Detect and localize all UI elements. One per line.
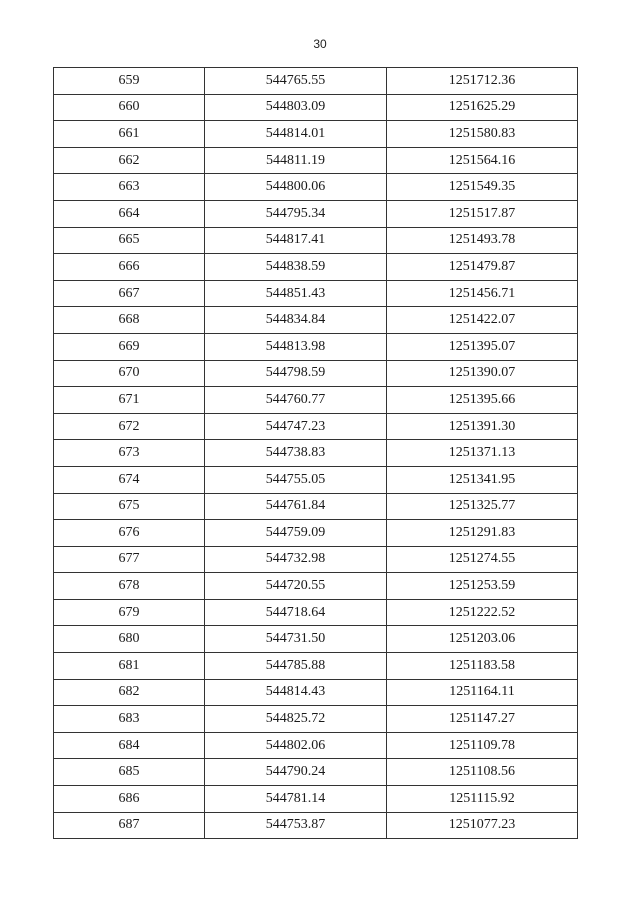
table-row (54, 200, 578, 227)
x-coordinate-cell: 544802.06 (205, 732, 387, 759)
table-row (54, 147, 578, 174)
x-coordinate-cell: 544800.06 (205, 174, 387, 201)
y-coordinate-cell: 1251274.55 (387, 546, 578, 573)
point-number-cell: 663 (54, 174, 205, 201)
x-coordinate-cell: 544753.87 (205, 812, 387, 839)
table-row (54, 307, 578, 334)
point-number-cell: 677 (54, 546, 205, 573)
table-row (54, 786, 578, 813)
table-row (54, 360, 578, 387)
y-coordinate-cell: 1251222.52 (387, 599, 578, 626)
y-coordinate-cell: 1251203.06 (387, 626, 578, 653)
point-number-cell: 681 (54, 653, 205, 680)
table-row (54, 174, 578, 201)
table-row (54, 573, 578, 600)
coordinates-table (53, 67, 578, 839)
x-coordinate-cell: 544761.84 (205, 493, 387, 520)
y-coordinate-cell: 1251341.95 (387, 466, 578, 493)
table-row (54, 493, 578, 520)
x-coordinate-cell: 544747.23 (205, 413, 387, 440)
y-coordinate-cell: 1251253.59 (387, 573, 578, 600)
y-coordinate-cell: 1251183.58 (387, 653, 578, 680)
table-row (54, 227, 578, 254)
table-row (54, 653, 578, 680)
x-coordinate-cell: 544790.24 (205, 759, 387, 786)
x-coordinate-cell: 544718.64 (205, 599, 387, 626)
y-coordinate-cell: 1251395.66 (387, 387, 578, 414)
x-coordinate-cell: 544759.09 (205, 520, 387, 547)
point-number-cell: 669 (54, 333, 205, 360)
point-number-cell: 667 (54, 280, 205, 307)
x-coordinate-cell: 544720.55 (205, 573, 387, 600)
x-coordinate-cell: 544738.83 (205, 440, 387, 467)
x-coordinate-cell: 544851.43 (205, 280, 387, 307)
point-number-cell: 665 (54, 227, 205, 254)
x-coordinate-cell: 544814.43 (205, 679, 387, 706)
point-number-cell: 674 (54, 466, 205, 493)
point-number-cell: 671 (54, 387, 205, 414)
table-row (54, 440, 578, 467)
table-row (54, 706, 578, 733)
table-row (54, 254, 578, 281)
table-row (54, 68, 578, 95)
y-coordinate-cell: 1251422.07 (387, 307, 578, 334)
table-row (54, 121, 578, 148)
point-number-cell: 673 (54, 440, 205, 467)
y-coordinate-cell: 1251549.35 (387, 174, 578, 201)
point-number-cell: 679 (54, 599, 205, 626)
x-coordinate-cell: 544813.98 (205, 333, 387, 360)
point-number-cell: 668 (54, 307, 205, 334)
coordinates-table-body (54, 68, 578, 839)
table-row (54, 732, 578, 759)
table-row (54, 812, 578, 839)
y-coordinate-cell: 1251580.83 (387, 121, 578, 148)
y-coordinate-cell: 1251625.29 (387, 94, 578, 121)
x-coordinate-cell: 544814.01 (205, 121, 387, 148)
table-row (54, 546, 578, 573)
x-coordinate-cell: 544785.88 (205, 653, 387, 680)
x-coordinate-cell: 544731.50 (205, 626, 387, 653)
point-number-cell: 687 (54, 812, 205, 839)
point-number-cell: 664 (54, 200, 205, 227)
y-coordinate-cell: 1251391.30 (387, 413, 578, 440)
x-coordinate-cell: 544817.41 (205, 227, 387, 254)
x-coordinate-cell: 544838.59 (205, 254, 387, 281)
x-coordinate-cell: 544781.14 (205, 786, 387, 813)
point-number-cell: 670 (54, 360, 205, 387)
point-number-cell: 676 (54, 520, 205, 547)
y-coordinate-cell: 1251109.78 (387, 732, 578, 759)
point-number-cell: 678 (54, 573, 205, 600)
point-number-cell: 661 (54, 121, 205, 148)
y-coordinate-cell: 1251115.92 (387, 786, 578, 813)
x-coordinate-cell: 544765.55 (205, 68, 387, 95)
y-coordinate-cell: 1251147.27 (387, 706, 578, 733)
y-coordinate-cell: 1251479.87 (387, 254, 578, 281)
x-coordinate-cell: 544811.19 (205, 147, 387, 174)
point-number-cell: 684 (54, 732, 205, 759)
table-row (54, 94, 578, 121)
point-number-cell: 666 (54, 254, 205, 281)
table-row (54, 387, 578, 414)
table-row (54, 280, 578, 307)
y-coordinate-cell: 1251395.07 (387, 333, 578, 360)
y-coordinate-cell: 1251077.23 (387, 812, 578, 839)
x-coordinate-cell: 544755.05 (205, 466, 387, 493)
table-row (54, 333, 578, 360)
page-number: 30 (313, 37, 327, 51)
point-number-cell: 659 (54, 68, 205, 95)
x-coordinate-cell: 544760.77 (205, 387, 387, 414)
point-number-cell: 662 (54, 147, 205, 174)
table-row (54, 413, 578, 440)
point-number-cell: 686 (54, 786, 205, 813)
y-coordinate-cell: 1251164.11 (387, 679, 578, 706)
x-coordinate-cell: 544803.09 (205, 94, 387, 121)
point-number-cell: 672 (54, 413, 205, 440)
table-row (54, 679, 578, 706)
y-coordinate-cell: 1251517.87 (387, 200, 578, 227)
point-number-cell: 660 (54, 94, 205, 121)
y-coordinate-cell: 1251493.78 (387, 227, 578, 254)
table-row (54, 520, 578, 547)
point-number-cell: 682 (54, 679, 205, 706)
table-row (54, 626, 578, 653)
x-coordinate-cell: 544732.98 (205, 546, 387, 573)
y-coordinate-cell: 1251564.16 (387, 147, 578, 174)
x-coordinate-cell: 544834.84 (205, 307, 387, 334)
y-coordinate-cell: 1251371.13 (387, 440, 578, 467)
x-coordinate-cell: 544798.59 (205, 360, 387, 387)
y-coordinate-cell: 1251291.83 (387, 520, 578, 547)
table-row (54, 599, 578, 626)
table-row (54, 759, 578, 786)
y-coordinate-cell: 1251456.71 (387, 280, 578, 307)
x-coordinate-cell: 544795.34 (205, 200, 387, 227)
y-coordinate-cell: 1251108.56 (387, 759, 578, 786)
y-coordinate-cell: 1251712.36 (387, 68, 578, 95)
table-row (54, 466, 578, 493)
point-number-cell: 683 (54, 706, 205, 733)
point-number-cell: 685 (54, 759, 205, 786)
point-number-cell: 675 (54, 493, 205, 520)
x-coordinate-cell: 544825.72 (205, 706, 387, 733)
point-number-cell: 680 (54, 626, 205, 653)
y-coordinate-cell: 1251325.77 (387, 493, 578, 520)
y-coordinate-cell: 1251390.07 (387, 360, 578, 387)
